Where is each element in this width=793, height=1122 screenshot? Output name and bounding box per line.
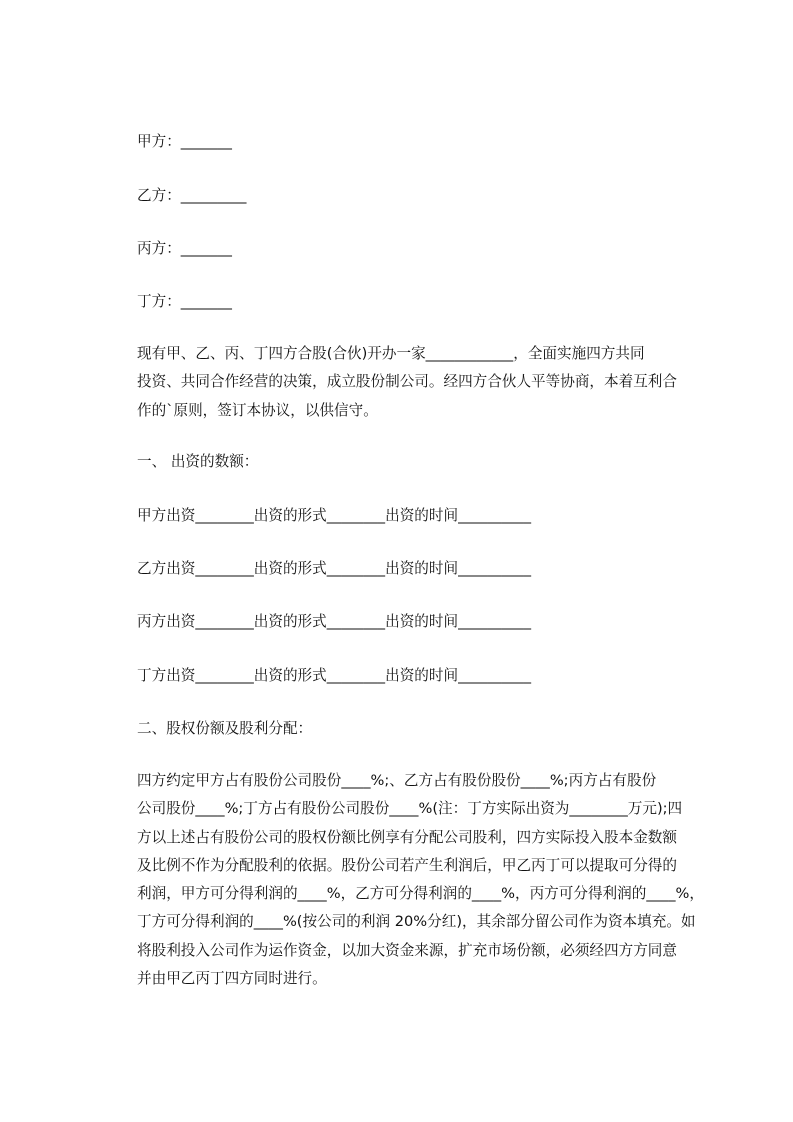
section2-paragraph	[137, 767, 704, 993]
party-a-line: 甲方：_______	[137, 133, 232, 150]
section2-line: 四方约定甲方占有股份公司股份____%;、乙方占有股份股份____%;丙方占有股份	[137, 772, 657, 789]
party-c-line: 丙方：_______	[137, 240, 232, 257]
section2-line: 方以上述占有股份公司的股权份额比例享有分配公司股利，四方实际投入股本金数额	[137, 828, 677, 846]
contribution-row-b: 乙方出资________出资的形式________出资的时间__________	[137, 560, 532, 577]
intro-line: 作的`原则，签订本协议，以供信守。	[137, 401, 378, 419]
party-d-line: 丁方：_______	[137, 293, 232, 310]
section2-line: 并由甲乙丙丁四方同时进行。	[137, 970, 327, 988]
section2-line: 丁方可分得利润的____%(按公司的利润 20%分红)，其余部分留公司作为资本填充。如	[137, 913, 696, 931]
intro-paragraph	[137, 340, 700, 425]
intro-line: 投资、共同合作经营的决策，成立股份制公司。经四方合伙人平等协商，本着互利合	[137, 373, 677, 391]
section2-line: 及比例不作为分配股利的依据。股份公司若产生利润后，甲乙丙丁可以提取可分得的	[137, 856, 677, 874]
section2-heading: 二、股权份额及股利分配：	[137, 720, 313, 737]
intro-line: 现有甲、乙、丙、丁四方合股(合伙)开办一家____________，全面实施四方共同	[137, 345, 645, 362]
contribution-row-c: 丙方出资________出资的形式________出资的时间__________	[137, 613, 532, 630]
section1-heading: 一、 出资的数额：	[137, 453, 259, 470]
section2-line: 利润，甲方可分得利润的____%，乙方可分得利润的____%，丙方可分得利润的____%，	[137, 885, 704, 903]
party-b-line: 乙方：_________	[137, 187, 247, 204]
section2-line: 将股利投入公司作为运作资金，以加大资金来源，扩充市场份额，必须经四方方同意	[137, 941, 677, 959]
section2-line: 公司股份____%;丁方占有股份公司股份____%(注：丁方实际出资为________万元);四	[137, 800, 683, 818]
contribution-row-d: 丁方出资________出资的形式________出资的时间__________	[137, 667, 532, 684]
contribution-row-a: 甲方出资________出资的形式________出资的时间__________	[137, 507, 532, 524]
